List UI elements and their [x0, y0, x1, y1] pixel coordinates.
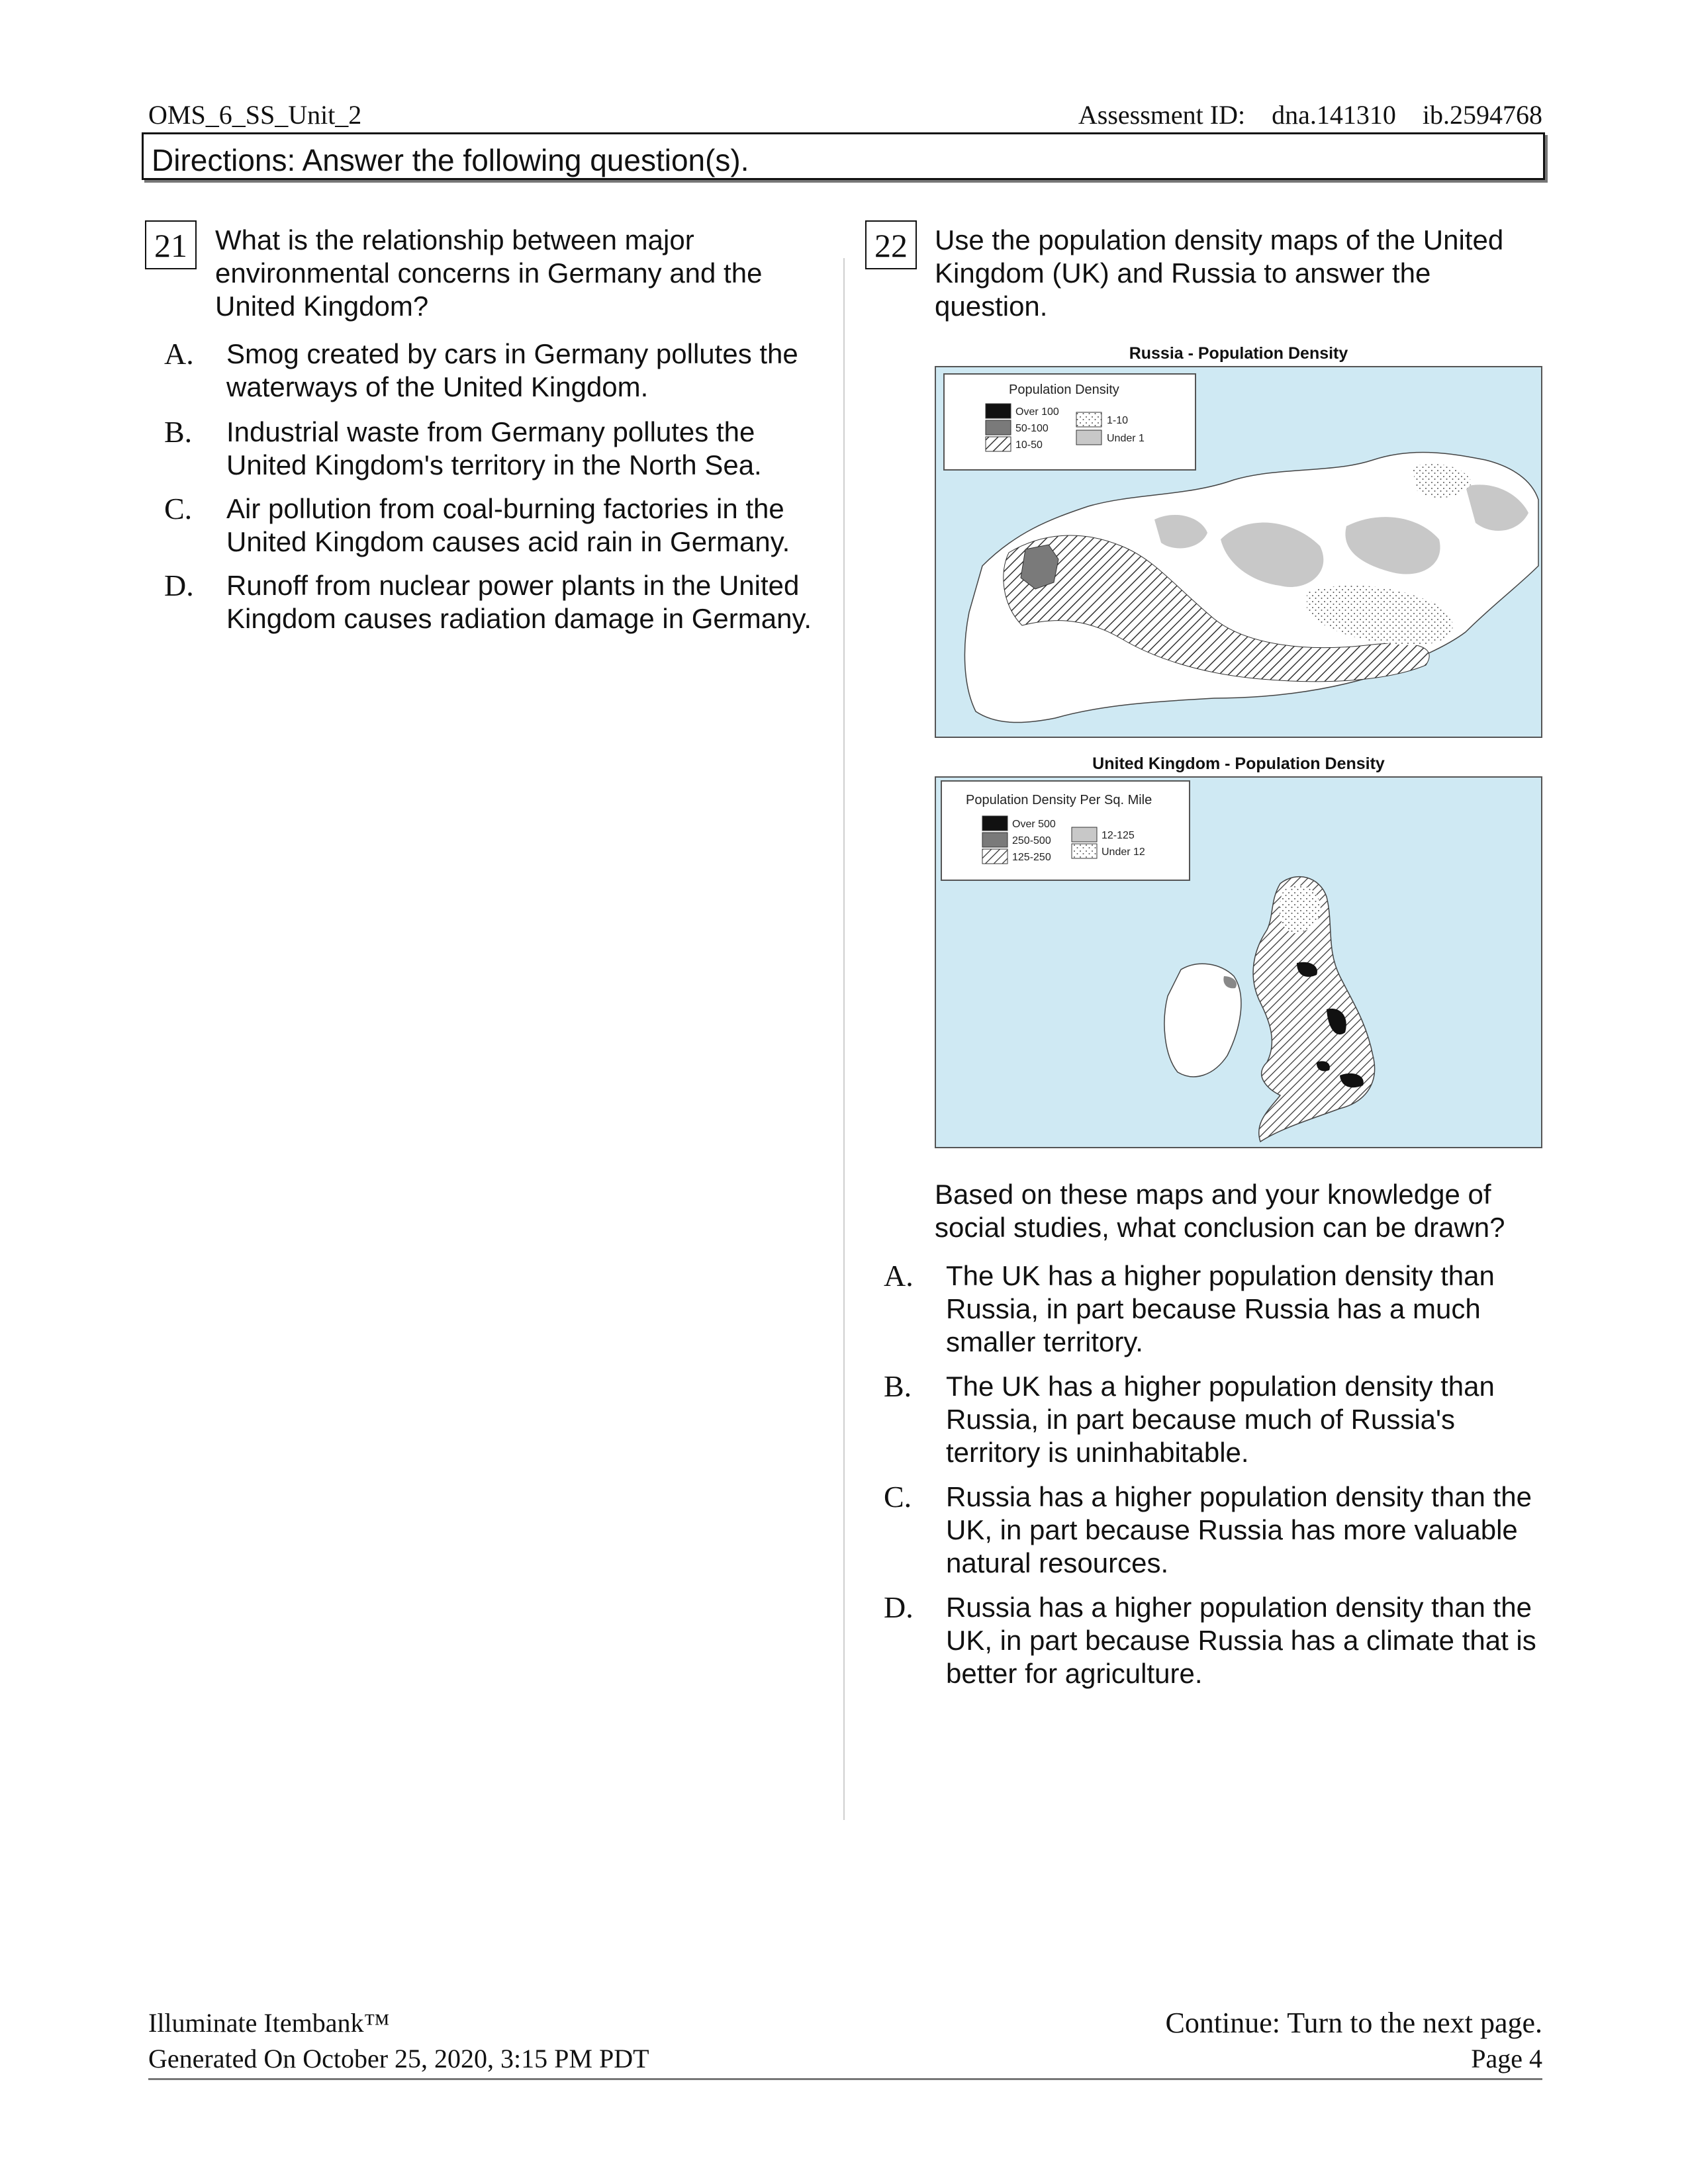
q22-choice-a[interactable]: [884, 1259, 1546, 1359]
choice-text: Air pollution from coal-burning factories in the United Kingdom causes acid rain in Germany.: [226, 493, 790, 557]
q22-choice-c[interactable]: [884, 1480, 1546, 1580]
question-22-followup: Based on these maps and your knowledge of social studies, what conclusion can be drawn?: [935, 1179, 1505, 1243]
uk-legend-125-250: 125-250: [1012, 852, 1051, 863]
question-21-stem: What is the relationship between major environmental concerns in Germany and the United Kingdom?: [215, 224, 763, 322]
assessment-id: [1078, 99, 1542, 130]
choice-text: Russia has a higher population density than the UK, in part because Russia has a climate that is better for agriculture.: [946, 1592, 1536, 1689]
choice-letter: A.: [884, 1259, 914, 1293]
choice-letter: D.: [884, 1590, 914, 1624]
choice-letter: C.: [884, 1480, 912, 1514]
q22-choice-b[interactable]: [884, 1370, 1546, 1469]
footer-brand: Illuminate Itembank™: [148, 2008, 390, 2038]
choice-letter: A.: [164, 337, 194, 371]
russia-legend-10-50: 10-50: [1015, 439, 1043, 451]
q21-choice-a[interactable]: [164, 338, 839, 404]
russia-legend: [944, 374, 1196, 470]
choice-letter: B.: [164, 415, 193, 449]
column-divider: [843, 258, 845, 1820]
ib-id: ib.2594768: [1422, 100, 1542, 130]
russia-legend-under-1: Under 1: [1107, 433, 1145, 444]
choice-text: Russia has a higher population density than the UK, in part because Russia has more valuable natural resources.: [946, 1481, 1532, 1578]
question-22-stem: Use the population density maps of the United Kingdom (UK) and Russia to answer the question.: [935, 224, 1504, 322]
page-number: Page 4: [1471, 2044, 1542, 2073]
question-number-21: 21: [145, 220, 197, 269]
choice-text: Smog created by cars in Germany pollutes the waterways of the United Kingdom.: [226, 338, 798, 402]
q21-choice-d[interactable]: [164, 569, 839, 635]
choice-letter: D.: [164, 569, 194, 602]
assessment-id-label: Assessment ID:: [1078, 100, 1246, 130]
choice-text: Runoff from nuclear power plants in the United Kingdom causes radiation damage in Germany.: [226, 570, 812, 634]
question-number-22: 22: [865, 220, 917, 269]
russia-dark-zone: [1021, 545, 1058, 589]
uk-legend-title: Population Density Per Sq. Mile: [966, 793, 1152, 807]
russia-map-graphic: [936, 367, 1541, 737]
q22-choice-d[interactable]: [884, 1591, 1546, 1690]
choice-letter: B.: [884, 1369, 912, 1403]
directions-banner: Directions: Answer the following question(s).: [142, 132, 1545, 180]
uk-population-map: [935, 776, 1542, 1148]
q21-choice-b[interactable]: [164, 416, 839, 482]
uk-legend: [941, 781, 1190, 880]
footer-generated: Generated On October 25, 2020, 3:15 PM PDT: [148, 2044, 649, 2073]
choice-text: The UK has a higher population density than Russia, in part because much of Russia's territory is uninhabitable.: [946, 1371, 1495, 1468]
uk-map-title: United Kingdom - Population Density: [1092, 754, 1385, 773]
russia-legend-1-10: 1-10: [1107, 415, 1129, 426]
footer-right: [1165, 2005, 1542, 2077]
footer-divider: [148, 2078, 1542, 2080]
document-name: OMS_6_SS_Unit_2: [148, 100, 362, 130]
choice-text: The UK has a higher population density than Russia, in part because Russia has a much smaller territory.: [946, 1260, 1495, 1357]
choice-letter: C.: [164, 492, 193, 525]
uk-legend-250-500: 250-500: [1012, 835, 1051, 846]
russia-legend-over-100: Over 100: [1015, 406, 1059, 418]
uk-legend-12-125: 12-125: [1102, 830, 1135, 841]
q21-choice-c[interactable]: [164, 492, 839, 559]
russia-population-map: [935, 366, 1542, 738]
uk-map-graphic: [936, 778, 1541, 1147]
uk-legend-over-500: Over 500: [1012, 819, 1056, 830]
footer-left: [148, 2005, 649, 2077]
uk-legend-under-12: Under 12: [1102, 846, 1145, 858]
russia-map-title: Russia - Population Density: [1129, 344, 1348, 363]
russia-legend-title: Population Density: [1009, 383, 1119, 397]
continue-notice: Continue: Turn to the next page.: [1165, 2007, 1542, 2039]
dna-id: dna.141310: [1272, 100, 1396, 130]
russia-legend-50-100: 50-100: [1015, 423, 1049, 434]
choice-text: Industrial waste from Germany pollutes the United Kingdom's territory in the North Sea.: [226, 416, 762, 480]
